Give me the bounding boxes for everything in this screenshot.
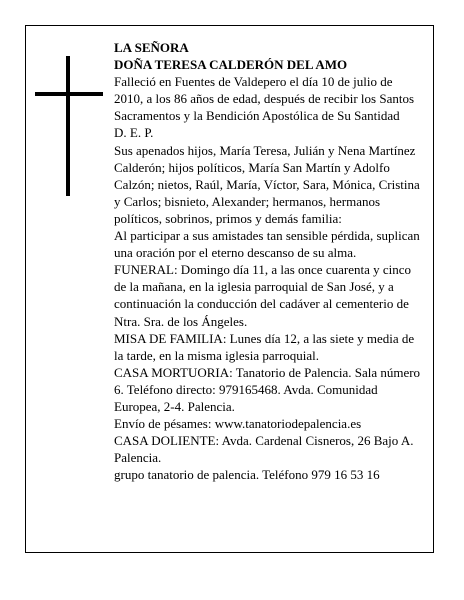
cross-vertical-bar (66, 56, 70, 196)
header-title: LA SEÑORA (114, 40, 189, 55)
family-list: Sus apenados hijos, María Teresa, Julián y Nena Martínez Calderón; hijos políticos, María San Martín y Adolfo Calzón; nietos, Raúl, María, Víctor, Sara, Mónica, Cristina y Carlos; bisnieto, Alexander; hermanos, hermanos políticos, sobrinos, primos y demás familia: (114, 142, 420, 226)
obituary-text (114, 39, 424, 483)
mortuary-info: CASA MORTUORIA: Tanatorio de Palencia. Sala número 6. Teléfono directo: 979165468. Avda. Comunidad Europea, 2-4. Palencia. (114, 364, 421, 414)
funeral-home-contact: grupo tanatorio de palencia. Teléfono 979 16 53 16 (114, 467, 380, 483)
latin-cross-icon (35, 56, 103, 196)
rip-line: D. E. P. (114, 125, 154, 141)
family-home-info: CASA DOLIENTE: Avda. Cardenal Cisneros, 26 Bajo A. Palencia. (114, 433, 414, 466)
prayer-request: Al participar a sus amistades tan sensible pérdida, suplican una oración por el eterno descanso de su alma. (114, 228, 420, 261)
death-notice: Falleció en Fuentes de Valdepero el día 10 de julio de 2010, a los 86 años de edad, después de recibir los Santos Sacramentos y la Bendición Apostólica de Su Santidad (114, 74, 415, 124)
family-mass-info: MISA DE FAMILIA: Lunes día 12, a las siete y media de la tarde, en la misma iglesia parroquial. (114, 330, 415, 363)
condolences-website: Envío de pésames: www.tanatoriodepalencia.es (114, 416, 362, 432)
deceased-name: DOÑA TERESA CALDERÓN DEL AMO (114, 57, 348, 73)
cross-horizontal-bar (35, 92, 103, 96)
funeral-info: FUNERAL: Domingo día 11, a las once cuarenta y cinco de la mañana, en la iglesia parroquial de San José, y a continuación la conducción del cadáver al cementerio de Ntra. Sra. de los Ángeles. (114, 262, 411, 329)
